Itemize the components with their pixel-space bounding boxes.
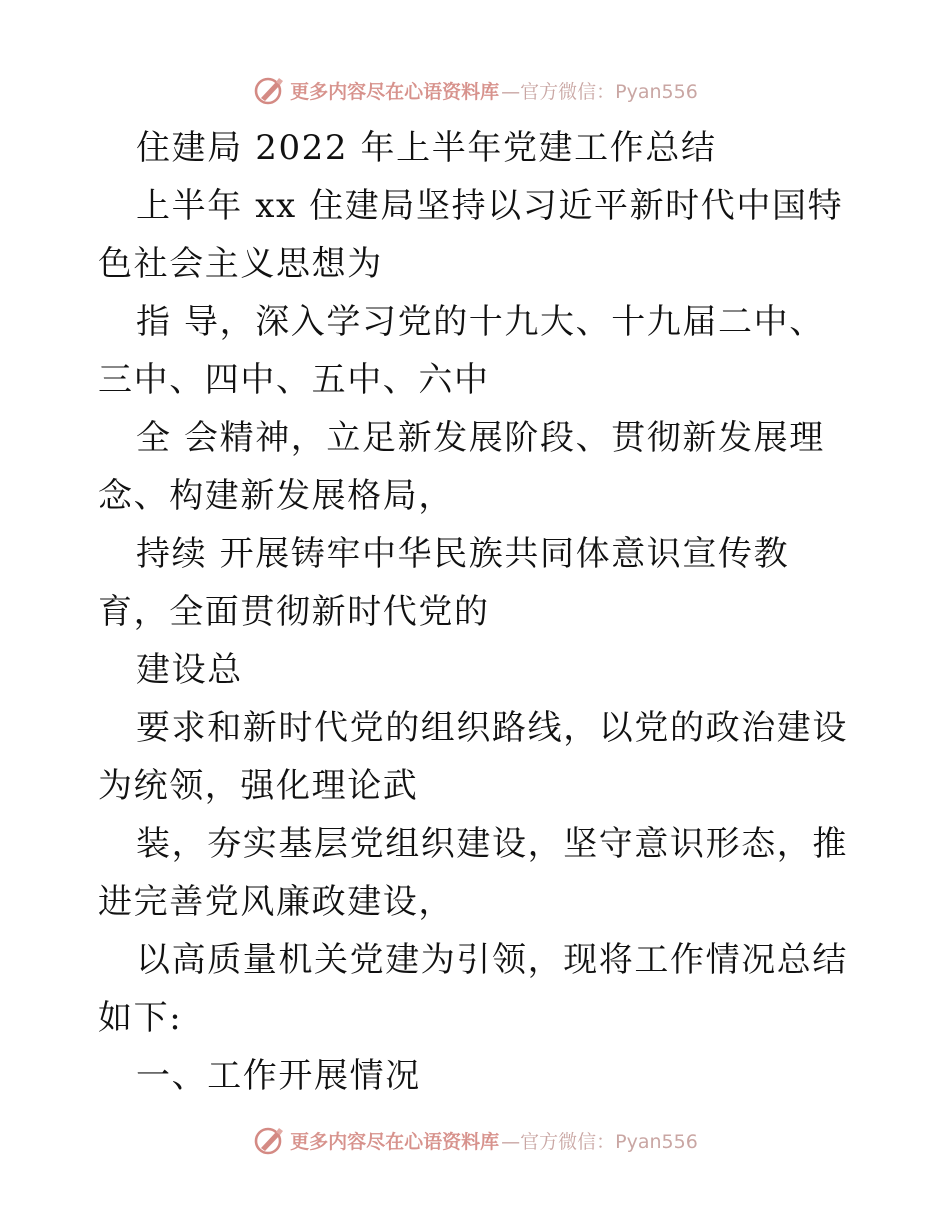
section-heading: 一、工作开展情况 <box>136 1056 421 1096</box>
paragraph: 要求和新时代党的组织路线，以党的政治建设为统领，强化理论武 <box>98 708 848 806</box>
watermark-wechat-text: —官方微信：Pyan556 <box>501 80 698 103</box>
watermark-wechat-text: —官方微信：Pyan556 <box>501 1130 698 1153</box>
pen-logo-icon <box>252 1123 286 1157</box>
paragraph: 持续 开展铸牢中华民族共同体意识宣传教育，全面贯彻新时代党的 <box>98 534 790 632</box>
watermark-brand-text: 更多内容尽在心语资料库 <box>290 1130 500 1153</box>
document-title: 住建局 2022 年上半年党建工作总结 <box>136 128 717 168</box>
paragraph: 上半年 xx 住建局坚持以习近平新时代中国特色社会主义思想为 <box>98 186 844 284</box>
paragraph: 装，夯实基层党组织建设，坚守意识形态，推进完善党风廉政建设， <box>98 824 848 922</box>
paragraph: 以高质量机关党建为引领，现将工作情况总结如下: <box>98 940 848 1038</box>
pen-logo-icon <box>252 73 286 107</box>
document-body <box>98 119 858 1105</box>
paragraph: 指 导，深入学习党的十九大、十九届二中、三中、四中、五中、六中 <box>98 302 825 400</box>
watermark-brand-text: 更多内容尽在心语资料库 <box>290 80 500 103</box>
paragraph: 全 会精神，立足新发展阶段、贯彻新发展理念、构建新发展格局， <box>98 418 825 516</box>
watermark-footer <box>0 1120 950 1160</box>
paragraph: 建设总 <box>136 650 243 690</box>
watermark-header <box>0 70 950 110</box>
